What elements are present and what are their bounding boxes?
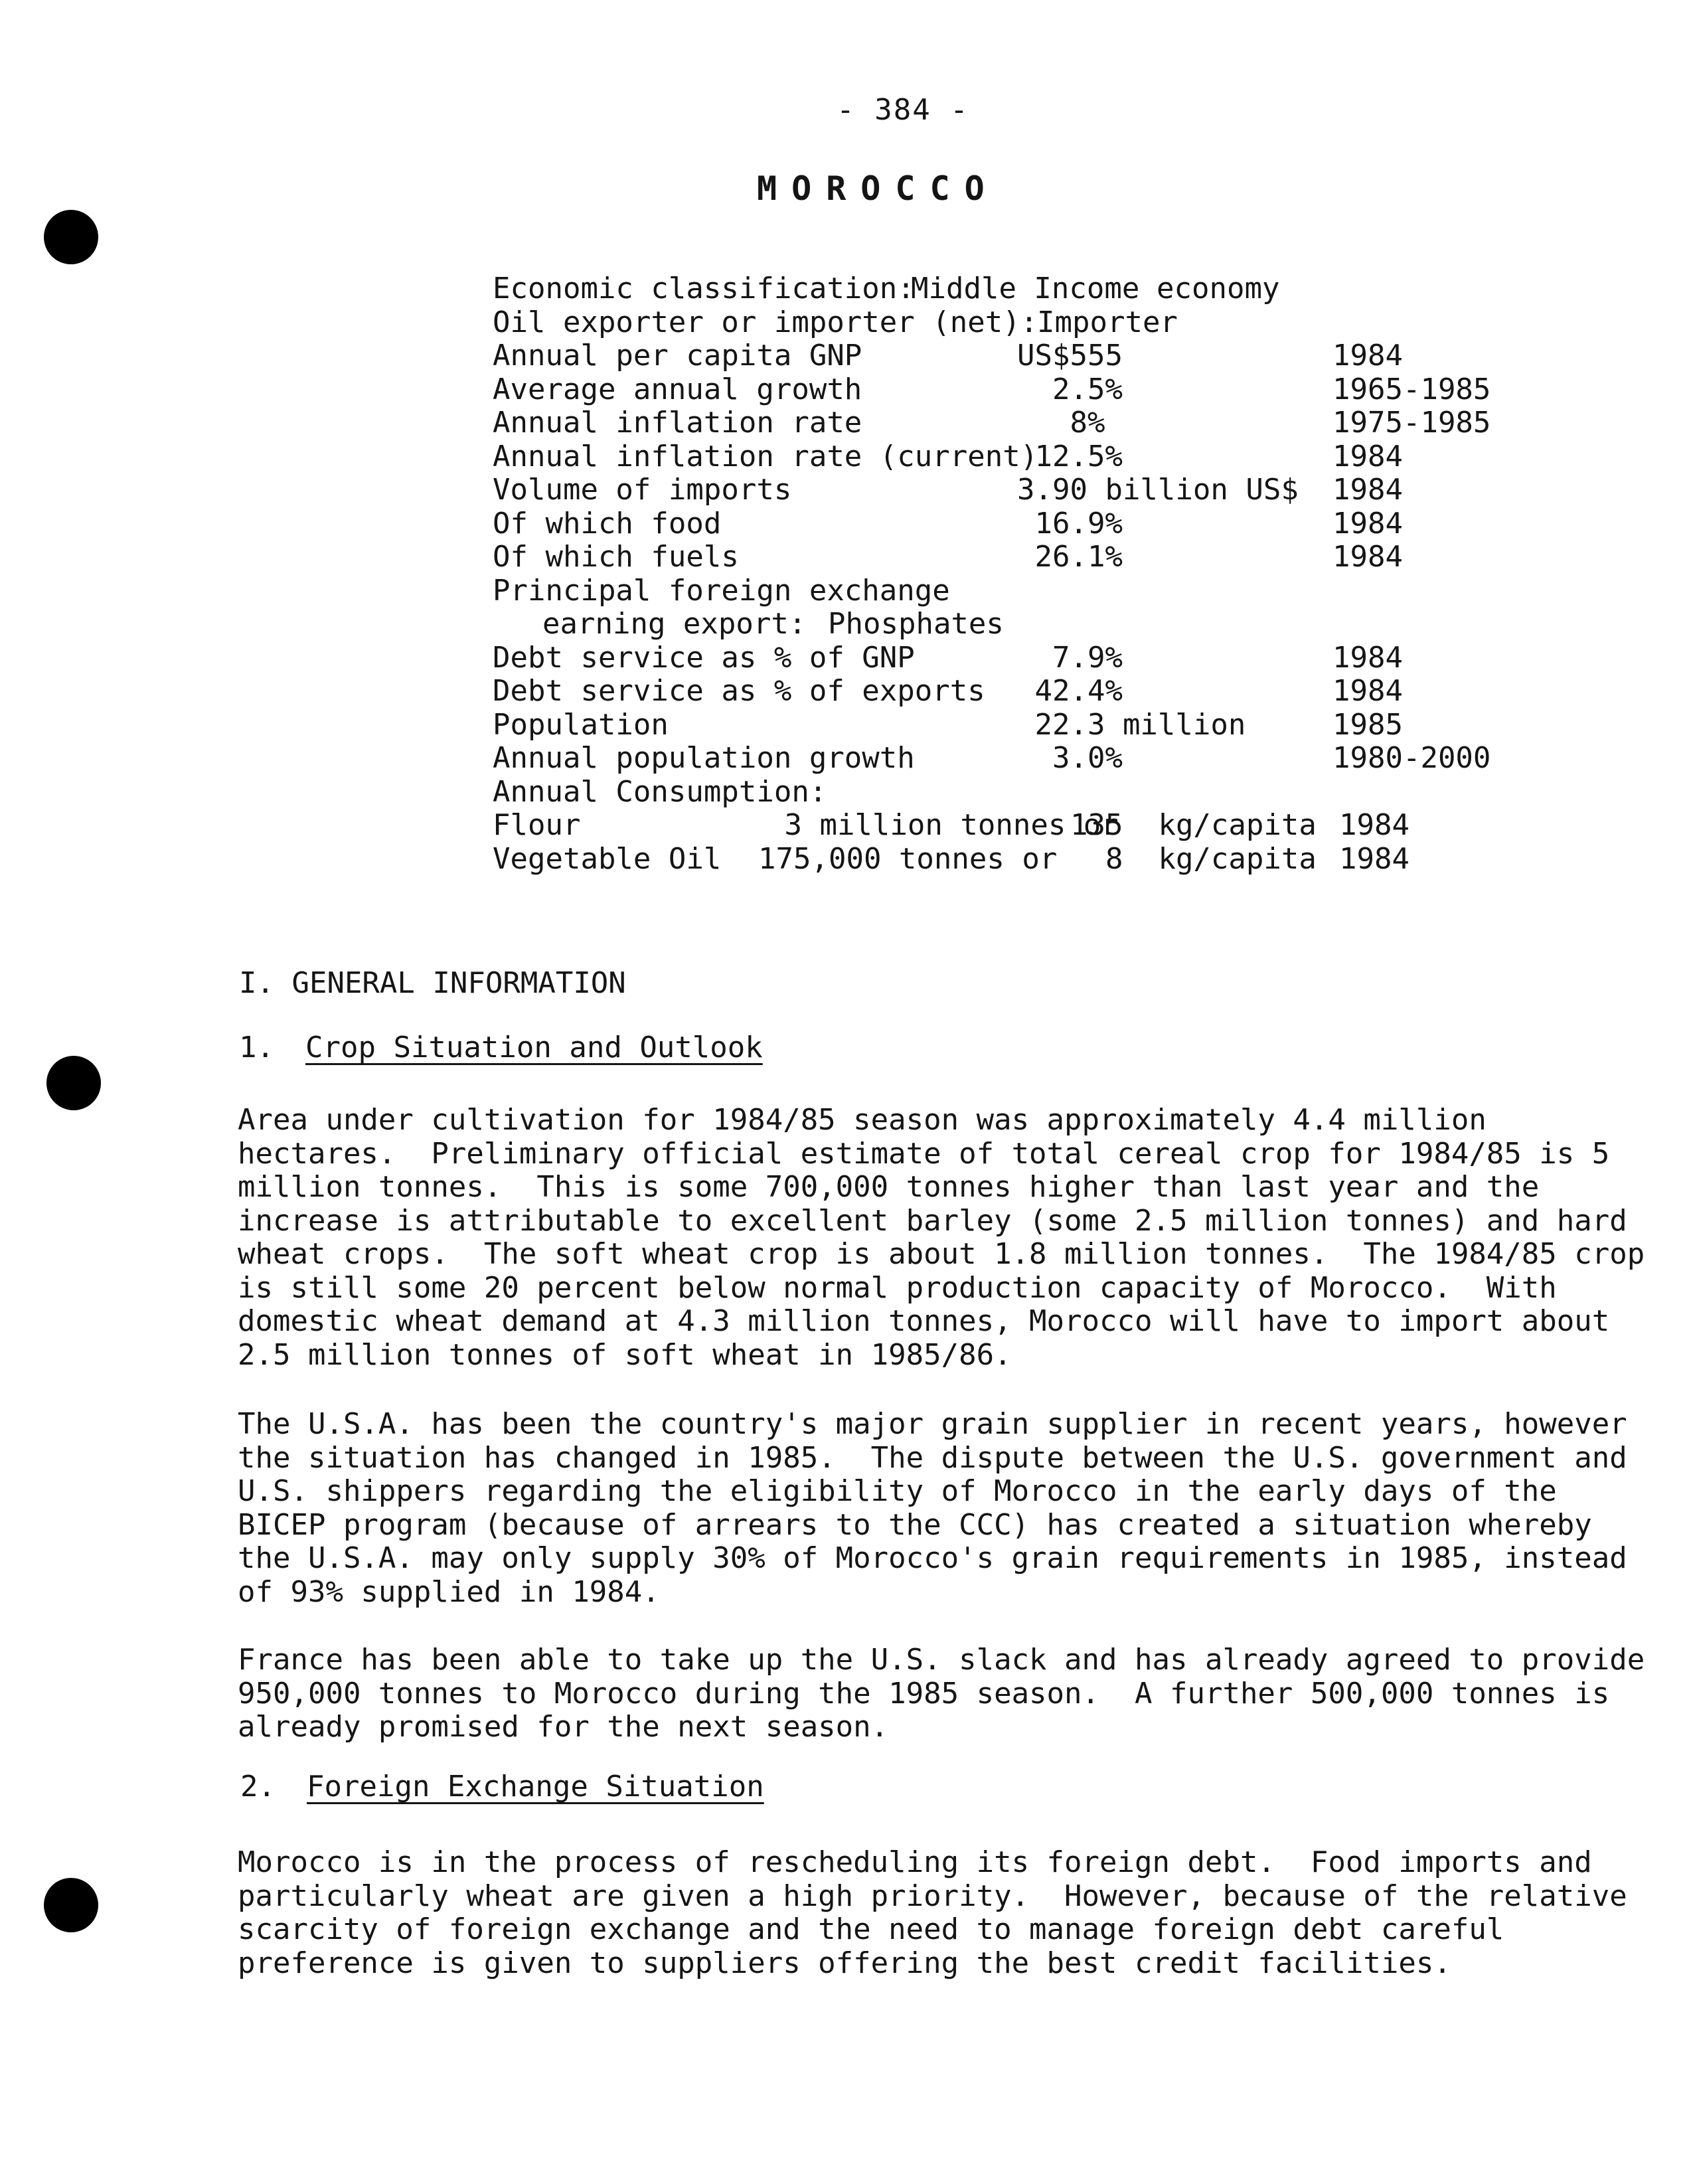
punch-hole <box>44 1878 98 1932</box>
stat-value: Importer <box>1037 305 1178 339</box>
stat-label: Oil exporter or importer (net): <box>493 305 1038 339</box>
stat-row-principal-export <box>493 574 1508 608</box>
text-line: is still some 20 percent below normal production capacity of Morocco. With <box>238 1270 1557 1305</box>
text-line: U.S. shippers regarding the eligibility of Morocco in the early days of the <box>238 1474 1557 1508</box>
text-line: BICEP program (because of arrears to the CCC) has created a situation whereby <box>238 1507 1592 1542</box>
text-line: Area under cultivation for 1984/85 season was approximately 4.4 million <box>238 1103 1487 1137</box>
stat-row <box>493 675 1508 709</box>
text-line: million tonnes. This is some 700,000 tonnes higher than last year and the <box>238 1170 1540 1204</box>
stat-label: Annual inflation rate (current) <box>493 439 1038 473</box>
stat-year: 1984 <box>1332 439 1403 473</box>
stat-year: 1975-1985 <box>1332 406 1491 440</box>
stat-label: Of which food <box>493 506 722 541</box>
stat-value: 26.1% <box>1017 540 1123 574</box>
stat-label: Debt service as % of GNP <box>493 640 915 675</box>
stat-row <box>493 541 1508 574</box>
subheading-title: Crop Situation and Outlook <box>305 1031 763 1064</box>
text-line: the U.S.A. may only supply 30% of Morocco's grain requirements in 1985, instead <box>238 1541 1627 1575</box>
text-line: 2.5 million tonnes of soft wheat in 1985/86. <box>238 1337 1012 1372</box>
stat-label: Annual Consumption: <box>493 774 827 809</box>
stat-year: 1965-1985 <box>1332 372 1491 406</box>
page-number: - 384 - <box>837 93 969 127</box>
text-line: The U.S.A. has been the country's major grain supplier in recent years, however <box>238 1407 1627 1441</box>
consumption-product: Flour <box>493 808 581 842</box>
consumption-tonnes: 175,000 tonnes or <box>758 841 1058 876</box>
text-line: France has been able to take up the U.S. slack and has already agreed to provide <box>238 1643 1645 1677</box>
stat-year: 1980-2000 <box>1332 741 1491 775</box>
stat-row <box>493 373 1508 407</box>
stat-row <box>493 440 1508 474</box>
stat-label: Of which fuels <box>493 540 739 574</box>
stat-label: earning export: <box>542 607 807 641</box>
stat-year: 1984 <box>1332 674 1403 708</box>
text-line: Morocco is in the process of rescheduling its foreign debt. Food imports and <box>238 1845 1592 1879</box>
text-line: the situation has changed in 1985. The dispute between the U.S. government and <box>238 1440 1627 1475</box>
stat-year: 1984 <box>1332 506 1403 541</box>
stat-year: 1984 <box>1332 640 1403 675</box>
stat-row <box>493 709 1508 742</box>
consumption-row <box>493 809 1508 843</box>
consumption-tonnes: 3 million tonnes or <box>732 808 1119 842</box>
stat-label: Economic classification: <box>493 272 915 305</box>
stat-value: 22.3 million <box>1017 707 1246 742</box>
stat-value: economy <box>1157 272 1280 305</box>
subheading-number: 1. <box>239 1031 274 1064</box>
stat-label: Population <box>493 707 669 742</box>
stat-value: 8% <box>1017 406 1105 440</box>
text-line: of 93% supplied in 1984. <box>238 1574 660 1609</box>
stat-label: Annual per capita GNP <box>493 339 862 373</box>
paragraph-crop-area <box>238 1103 1645 1372</box>
text-line: wheat crops. The soft wheat crop is about 1.8 million tonnes. The 1984/85 crop <box>238 1237 1645 1271</box>
stat-value: 42.4% <box>1017 674 1123 708</box>
stat-value: US$555 <box>1017 339 1123 373</box>
stat-year: 1985 <box>1332 707 1403 742</box>
consumption-per-capita: 135 kg/capita <box>1070 808 1317 842</box>
stat-year: 1984 <box>1332 339 1403 373</box>
text-line: particularly wheat are given a high priority. However, because of the relative <box>238 1879 1627 1913</box>
text-line: preference is given to suppliers offering the best credit facilities. <box>238 1946 1451 1980</box>
stat-row <box>493 473 1508 507</box>
consumption-row <box>493 843 1508 877</box>
section-heading: I. GENERAL INFORMATION <box>239 966 626 1000</box>
punch-hole <box>44 210 98 264</box>
text-line: hectares. Preliminary official estimate of total cereal crop for 1984/85 is 5 <box>238 1136 1610 1171</box>
punch-hole <box>46 1056 101 1110</box>
stat-value: 2.5% <box>1017 372 1123 406</box>
stat-label: Debt service as % of exports <box>493 674 985 708</box>
stat-row <box>493 339 1508 373</box>
stat-label: Average annual growth <box>493 372 862 406</box>
stat-row <box>493 507 1508 541</box>
paragraph-foreign-exchange <box>238 1846 1632 1980</box>
text-line: scarcity of foreign exchange and the need to manage foreign debt careful <box>238 1912 1504 1946</box>
stat-row-oil-status <box>493 306 1508 340</box>
stat-label: Principal foreign exchange <box>493 573 950 608</box>
stat-row-principal-export-cont <box>493 608 1508 641</box>
stat-row-consumption-heading <box>493 776 1508 809</box>
paragraph-france <box>238 1643 1645 1744</box>
consumption-year: 1984 <box>1339 841 1409 876</box>
stat-value: 16.9% <box>1017 506 1123 541</box>
stat-label: Annual inflation rate <box>493 406 862 440</box>
consumption-per-capita: 8 kg/capita <box>1070 841 1317 876</box>
text-line: already promised for the next season. <box>238 1710 889 1744</box>
text-line: domestic wheat demand at 4.3 million tonnes, Morocco will have to import about <box>238 1304 1610 1338</box>
stat-value: 12.5% <box>1017 439 1123 473</box>
text-line: 950,000 tonnes to Morocco during the 1985 season. A further 500,000 tonnes is <box>238 1676 1610 1711</box>
country-title: MOROCCO <box>757 169 999 208</box>
stat-value: 3.0% <box>1017 741 1123 775</box>
text-line: increase is attributable to excellent barley (some 2.5 million tonnes) and hard <box>238 1203 1627 1238</box>
subheading-number: 2. <box>240 1770 276 1804</box>
consumption-year: 1984 <box>1339 808 1409 842</box>
stat-label: Volume of imports <box>493 473 792 507</box>
stat-label: Annual population growth <box>493 741 915 775</box>
stat-row <box>493 641 1508 675</box>
stat-value: 3.90 billion US$ <box>1017 473 1299 507</box>
paragraph-usa-supplier <box>238 1408 1632 1609</box>
stat-row-economic-classification <box>493 272 1508 306</box>
stat-value: Phosphates <box>828 607 1004 641</box>
stat-row <box>493 742 1508 776</box>
stat-value: 7.9% <box>1017 640 1123 675</box>
stat-row <box>493 406 1508 440</box>
country-stats-table <box>493 272 1508 876</box>
subheading-title: Foreign Exchange Situation <box>307 1770 764 1804</box>
stat-value: Middle Income <box>911 272 1140 305</box>
consumption-product: Vegetable Oil <box>493 841 722 876</box>
stat-year: 1984 <box>1332 540 1403 574</box>
stat-year: 1984 <box>1332 473 1403 507</box>
